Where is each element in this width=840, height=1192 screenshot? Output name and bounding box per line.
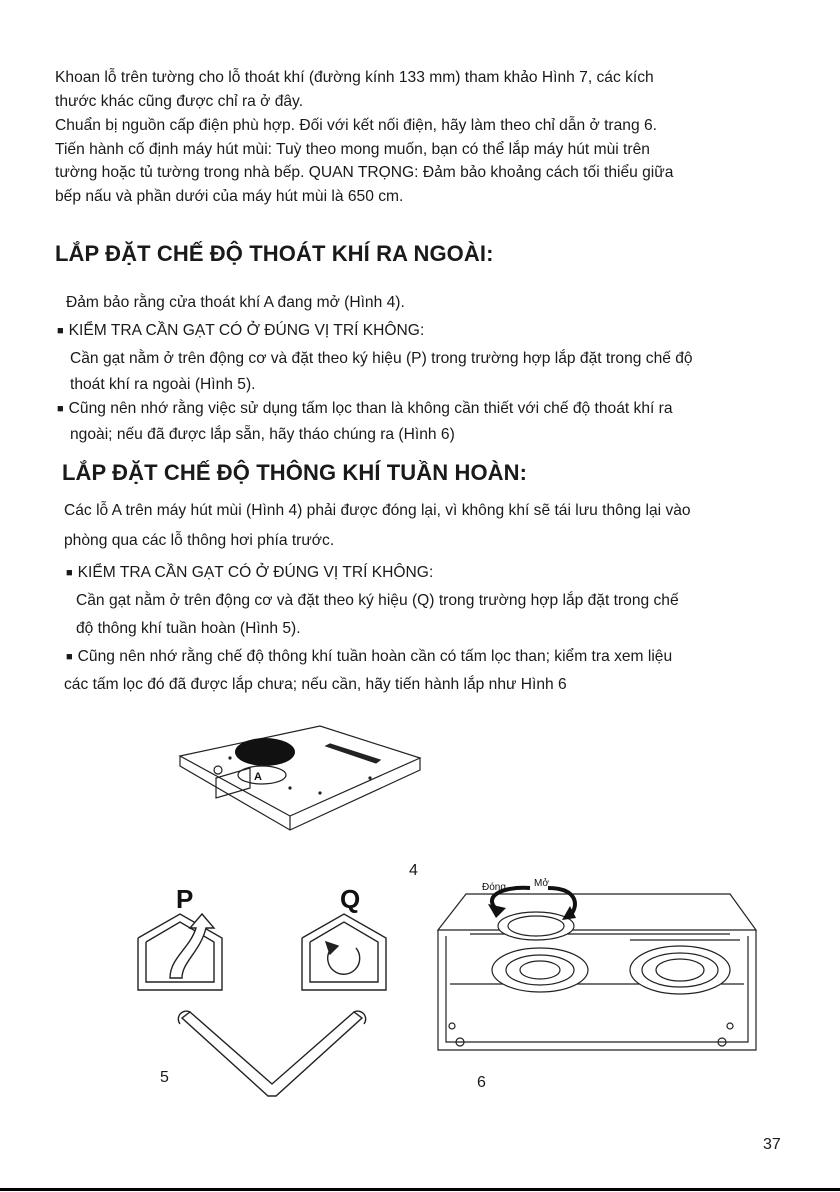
- recirc-lever-line-1: Cần gạt nằm ở trên động cơ và đặt theo ký hiệu (Q) trong trường hợp lắp đặt trong chế: [76, 592, 679, 609]
- intro-line-4: Tiến hành cố định máy hút mùi: Tuỳ theo mong muốn, bạn có thể lắp máy hút mùi trên: [55, 141, 650, 158]
- section-heading-recirculation: LẮP ĐẶT CHẾ ĐỘ THÔNG KHÍ TUẦN HOÀN:: [62, 460, 528, 485]
- exhaust-lever-line-1: Cần gạt nằm ở trên động cơ và đặt theo ký hiệu (P) trong trường hợp lắp đặt trong chế độ: [70, 350, 693, 367]
- intro-line-3: Chuẩn bị nguồn cấp điện phù hợp. Đối với kết nối điện, hãy làm theo chỉ dẫn ở trang 6.: [55, 117, 657, 134]
- symbol-q-label: Q: [340, 884, 361, 914]
- close-label: Đóng: [482, 882, 506, 893]
- intro-line-2: thước khác cũng được chỉ ra ở đây.: [55, 93, 304, 110]
- intro-line-5: tường hoặc tủ tường trong nhà bếp. QUAN TRỌNG: Đảm bảo khoảng cách tối thiểu giữa: [55, 164, 674, 181]
- symbol-p-label: P: [176, 884, 194, 914]
- figure-4-opening-label: A: [254, 771, 262, 783]
- intro-line-6: bếp nấu và phần dưới của máy hút mùi là 650 cm.: [55, 188, 404, 205]
- lever-icon: [178, 1011, 365, 1096]
- exhaust-filter-line-2: ngoài; nếu đã được lắp sẵn, hãy tháo chúng ra (Hình 6): [70, 426, 455, 443]
- figure-5-label: 5: [160, 1069, 169, 1086]
- figure-5-lever-symbols: [130, 878, 420, 1100]
- recirc-filter-line-2: các tấm lọc đó đã được lắp chưa; nếu cần, hãy tiến hành lắp như Hình 6: [64, 676, 567, 693]
- figure-4-label: 4: [409, 862, 418, 879]
- figure-6-label: 6: [477, 1074, 486, 1091]
- page-number: 37: [763, 1136, 781, 1153]
- figure-4-hood-top-view: [170, 718, 460, 840]
- recirc-lever-line-2: độ thông khí tuần hoàn (Hình 5).: [76, 620, 301, 637]
- exhaust-open-note: Đảm bảo rằng cửa thoát khí A đang mở (Hình 4).: [66, 294, 405, 311]
- exhaust-lever-line-2: thoát khí ra ngoài (Hình 5).: [70, 376, 256, 393]
- recirc-check-heading: ■ KIỂM TRA CẦN GẠT CÓ Ở ĐÚNG VỊ TRÍ KHÔNG:: [66, 562, 433, 585]
- recirc-line-2: phòng qua các lỗ thông hơi phía trước.: [64, 532, 335, 549]
- recirc-filter-line-1: ■ Cũng nên nhớ rằng chế độ thông khí tuần hoàn cần có tấm lọc than; kiểm tra xem liệu: [66, 646, 672, 669]
- section-heading-exhaust: LẮP ĐẶT CHẾ ĐỘ THOÁT KHÍ RA NGOÀI:: [55, 241, 494, 266]
- page-bottom-rule: [0, 1188, 840, 1191]
- house-p-icon: [138, 914, 222, 990]
- recirc-line-1: Các lỗ A trên máy hút mùi (Hình 4) phải được đóng lại, vì không khí sẽ tái lưu thông lại vào: [64, 502, 691, 519]
- exhaust-check-heading: ■ KIỂM TRA CẦN GẠT CÓ Ở ĐÚNG VỊ TRÍ KHÔNG:: [57, 320, 424, 343]
- figure-6-filter-install: [430, 874, 770, 1070]
- intro-line-1: Khoan lỗ trên tường cho lỗ thoát khí (đường kính 133 mm) tham khảo Hình 7, các kích: [55, 69, 654, 86]
- open-label: Mở: [534, 878, 549, 889]
- exhaust-filter-line-1: ■ Cũng nên nhớ rằng việc sử dụng tấm lọc than là không cần thiết với chế độ thoát khí ra: [57, 398, 673, 421]
- house-q-icon: [302, 914, 386, 990]
